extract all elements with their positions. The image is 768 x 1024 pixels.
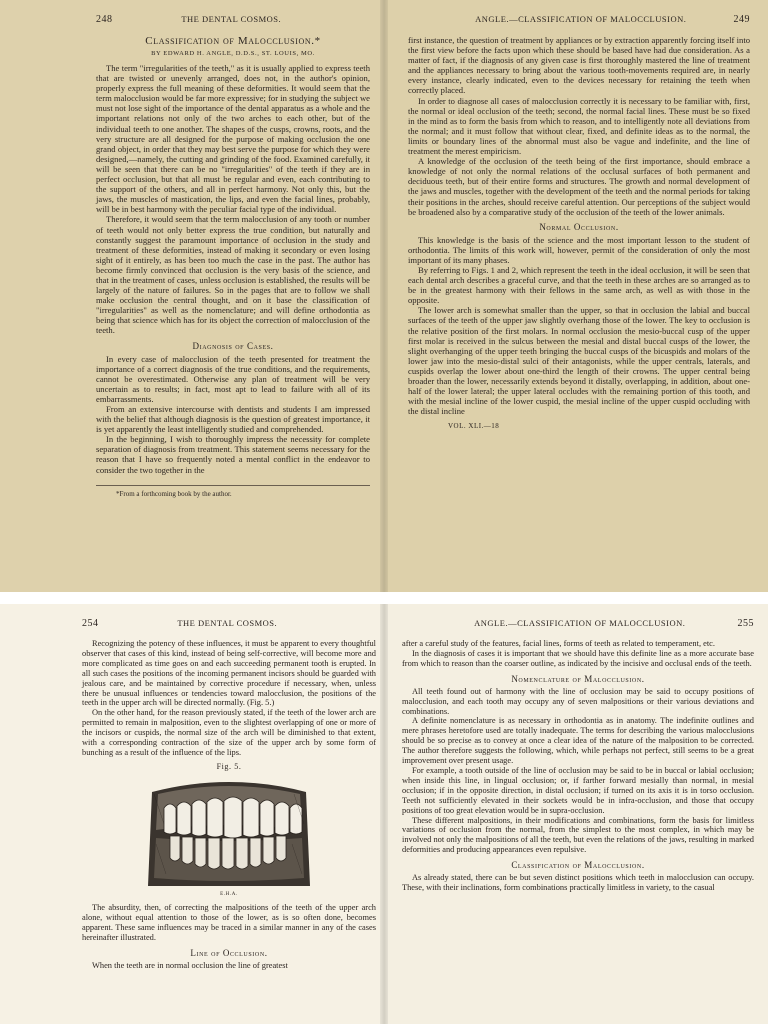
page-249 [384, 0, 768, 592]
running-head-text: ANGLE.—CLASSIFICATION OF MALOCCLUSION. [474, 618, 686, 628]
teeth-occlusion-figure [144, 774, 314, 892]
page-254 [0, 604, 384, 1024]
page-248 [0, 0, 384, 592]
section-heading: Classification of Malocclusion. [511, 860, 645, 871]
book-gutter [380, 604, 388, 1024]
article-title: Classification of Malocclusion.* [145, 35, 321, 47]
signature-mark: VOL. XLI.—18 [448, 422, 500, 431]
running-head-text: THE DENTAL COSMOS. [177, 618, 278, 628]
paragraph: From an extensive intercourse with dentists and students I am impressed with the belief that although diagnosis is the question of greatest importance, it is yet apparently the least intelligently studied and comprehended. [96, 404, 370, 435]
paragraph: By referring to Figs. 1 and 2, which represent the teeth in the ideal occlusion, it will be seen that each dental arch describes a graceful curve, and that the teeth in these arches are so arranged as to be in the greatest harmony with their fellows in the same arch, as well as with those in the opposite. [408, 264, 750, 306]
paragraph: after a careful study of the features, facial lines, forms of teeth as related to temperament, etc. [402, 639, 715, 648]
running-head [402, 618, 754, 629]
paragraph: As already stated, there can be but seven distinct positions which teeth in malocclusion can occupy. These, with their inclinations, form combinations practically limitless in variety, to the casual [402, 873, 754, 893]
paragraph: first instance, the question of treatment by appliances or by extraction apparently forcing itself into the first view before the facts upon which these should be based have had due consideration. As a matter of fact, if the diagnosis of any given case is first thoroughly mastered the line of treatment and the appliances necessary to bring about the various tooth-movements required are, in nearly every instance, clearly indicated, even to the devices necessary for retaining the teeth when correctly placed. [408, 35, 750, 96]
page-number: 248 [96, 14, 113, 25]
paragraph: When the teeth are in normal occlusion the line of greatest [92, 960, 288, 970]
byline: BY EDWARD H. ANGLE, D.D.S., ST. LOUIS, MO. [151, 50, 315, 57]
paragraph: In the diagnosis of cases it is important that we should have this definite line as a more accurate base from which to reason than the coarser outline, as indicated by the incisive and occlusal ends of the teeth. [402, 648, 754, 668]
paragraph: This knowledge is the basis of the science and the most important lesson to the student of orthodontia. The limits of this work will, however, permit of the consideration of only the most important of its many phases. [408, 234, 750, 265]
paragraph: On the other hand, for the reason previously stated, if the teeth of the lower arch are permitted to remain in malposition, even to the slightest overlapping of one or more of the incisors or cuspids, the normal size of the arch will be diminished to that extent, with a corresponding contraction of the size of the upper arch by some form of bunching as a result of the influence of the lips. [82, 708, 376, 757]
paragraph: The term "irregularities of the teeth," as it is usually applied to express teeth that are twisted or unevenly arranged, does not, in the author's opinion, properly express the full meaning of these deformities. It would seem that the term malocclusion would be far more expressive; for in studying the subject we must not lose sight of the importance of the dental apparatus as a whole and the important relations not only of the two arches to each other, but of the individual teeth to one another. The shapes of the cusps, crowns, roots, and the very structure are all designed for the purpose of making occlusion the one grand object, in order that they may best serve the purpose for which they were designed,—namely, the cutting and grinding of the food. Examined carefully, it will be seen that there can be no "irregularities" of the teeth if they are in perfect occlusion, but that all must be regular and even, each contributing to the support of the others, and all in perfect harmony. Not only this, but the jaws, the muscles of mastication, the lips, and even the facial lines, probably, will be in best harmony with the peculiar facial type of the individual. [96, 63, 370, 215]
paragraph: Therefore, it would seem that the term malocclusion of any tooth or number of teeth would not only better express the true condition, but naturally and constantly suggest the paramount importance of occlusion in the study and treatment of these deformities, instead of making it secondary or even losing sight of it entirely, as has been too much the case in the past. The author has become firmly convinced that occlusion is the very basis of the science, and that in the treatment of cases, unless occlusion is established, the results will be largely of the nature of failures. So in the pages that are to follow we shall make occlusion the central thought, and on it base the classification of "irregularities" as well as the nomenclature; and will define orthodontia as being that science which has for its object the correction of malocclusion of the teeth. [96, 214, 370, 336]
figure-caption: Fig. 5. [216, 761, 242, 771]
bottom-spread [0, 604, 768, 1024]
paragraph: The absurdity, then, of correcting the malpositions of the teeth of the upper arch alone, without equal attention to those of the lower, as is so often done, becomes apparent. These same influences may be traced in a similar manner in any of the cases hereinafter illustrated. [82, 902, 376, 942]
page-number: 255 [737, 618, 754, 629]
paragraph: In the beginning, I wish to thoroughly impress the necessity for complete separation of diagnosis from treatment. This statement seems necessary for the reason that I have so frequently noted a mental conflict in the endeavor to consider the two together in the [96, 434, 370, 475]
running-head-text: ANGLE.—CLASSIFICATION OF MALOCCLUSION. [475, 14, 687, 24]
book-gutter [380, 0, 388, 592]
paragraph: These different malpositions, in their modifications and combinations, form the basis for limitless variations of occlusion from the normal, from the simplest to the most complex, in which may be involved not only the malpositions of all the teeth, but even the relations of the jaws, resulting in marked deformities and producing appearances even repulsive. [402, 815, 754, 855]
paragraph: In order to diagnose all cases of malocclusion correctly it is necessary to be familiar with, first, the normal or ideal occlusion of the teeth; second, the normal facial lines. These must be so fixed in the mind as to form the basis from which to reason, and to intelligently note all deviations from the normal; and it must follow that without clear, fixed, and definite ideas as to the normal, the limits or boundary lines of the abnormal must also be vague and indefinite, and the line of treatment the merest empiricism. [408, 95, 750, 157]
section-heading: Normal Occlusion. [539, 221, 619, 232]
footnote: *From a forthcoming book by the author. [96, 485, 370, 499]
paragraph: For example, a tooth outside of the line of occlusion may be said to be in buccal or labial occlusion; when inside this line, in lingual occlusion; or, if farther forward mesially than normal, in mesial occlusion; if in the opposite direction, in distal occlusion; if turned on its axis it is in torso occlusion. Teeth not sufficiently elevated in their sockets would be in infra-occlusion, and those that occupy positions of too great elevation would be in supra-occlusion. [402, 765, 754, 815]
paragraph: A definite nomenclature is as necessary in orthodontia as in anatomy. The indefinite outlines and mere phrases heretofore used are totally inadequate. The terms for describing the various malocclusions should be so precise as to convey at once a clear idea of the nature of the malposition to be corrected. The author therefore suggests the following, which, while perhaps not perfect, still seems to be a great improvement over present usage. [402, 716, 754, 766]
paragraph: All teeth found out of harmony with the line of occlusion may be said to occupy positions of malocclusion, and each tooth may occupy any of seven malpositions or their various deviations and combinations. [402, 686, 754, 716]
spread-divider [0, 592, 768, 604]
running-head [408, 14, 750, 25]
page-number: 254 [82, 618, 99, 629]
page-255 [384, 604, 768, 1024]
paragraph: A knowledge of the occlusion of the teeth being of the first importance, should embrace a knowledge of not only the normal relations of the occlusal surfaces of both permanent and deciduous teeth, but of their entire forms and structures. The growth and normal development of the jaws and muscles, together with the development of the teeth and the normal periods for taking their positions in the arches, should receive careful attention. Our perceptions of the subject would be broadened also by a comparative study of the occlusion of the teeth of the lower animals. [408, 156, 750, 217]
running-head [82, 618, 376, 629]
section-heading: Nomenclature of Malocclusion. [511, 673, 645, 684]
running-head-text: THE DENTAL COSMOS. [181, 14, 282, 24]
figure-credit: E.H.A. [220, 891, 238, 897]
paragraph: In every case of malocclusion of the teeth presented for treatment the importance of a correct diagnosis of the true conditions, and the requirements, cannot be overestimated. Otherwise any plan of treatment will be very uncertain as to results; in fact, most apt to lead to failure with all of its embarrassments. [96, 353, 370, 404]
paragraph: The lower arch is somewhat smaller than the upper, so that in occlusion the labial and buccal surfaces of the teeth of the upper jaw slightly overhang those of the lower. The key to occlusion is the relative position of the first molars. In normal occlusion the mesio-buccal cusp of the upper first molar is received in the sulcus between the mesial and distal buccal cusps of the lower, the slight overhanging of the upper teeth bringing the buccal cusps of the bicuspids and molars of the lower jaw into the mesio-distal sulci of their antagonists, while the upper centrals, laterals, and cuspids overlap the lower about one-third the length of their crowns. The upper central being broader than the lower, necessarily extends beyond it distally, overlapping, in addition, about one-half of the lower lateral; the upper lateral occludes with the remaining portion of this tooth, and with the mesial incline of the lower cuspid, the mesial incline of the upper cuspid occluding with the distal incline [408, 305, 750, 417]
section-heading: Diagnosis of Cases. [192, 340, 274, 351]
page-number: 249 [733, 14, 750, 25]
section-heading: Line of Occlusion. [190, 947, 268, 958]
paragraph: Recognizing the potency of these influences, it must be apparent to every thoughtful observer that cases of this kind, instead of being self-corrective, will become more and more complicated as time goes on and each succeeding permanent tooth is erupted. In all such cases the positions of the incoming permanent incisors should be guarded with jealous care, and be maintained by corrective procedure if necessary, when, unless there be unusual influences or tendencies toward malocclusion, the positions of the teeth in the upper arch will be directed normally. (Fig. 5.) [82, 639, 376, 708]
running-head [96, 14, 370, 25]
